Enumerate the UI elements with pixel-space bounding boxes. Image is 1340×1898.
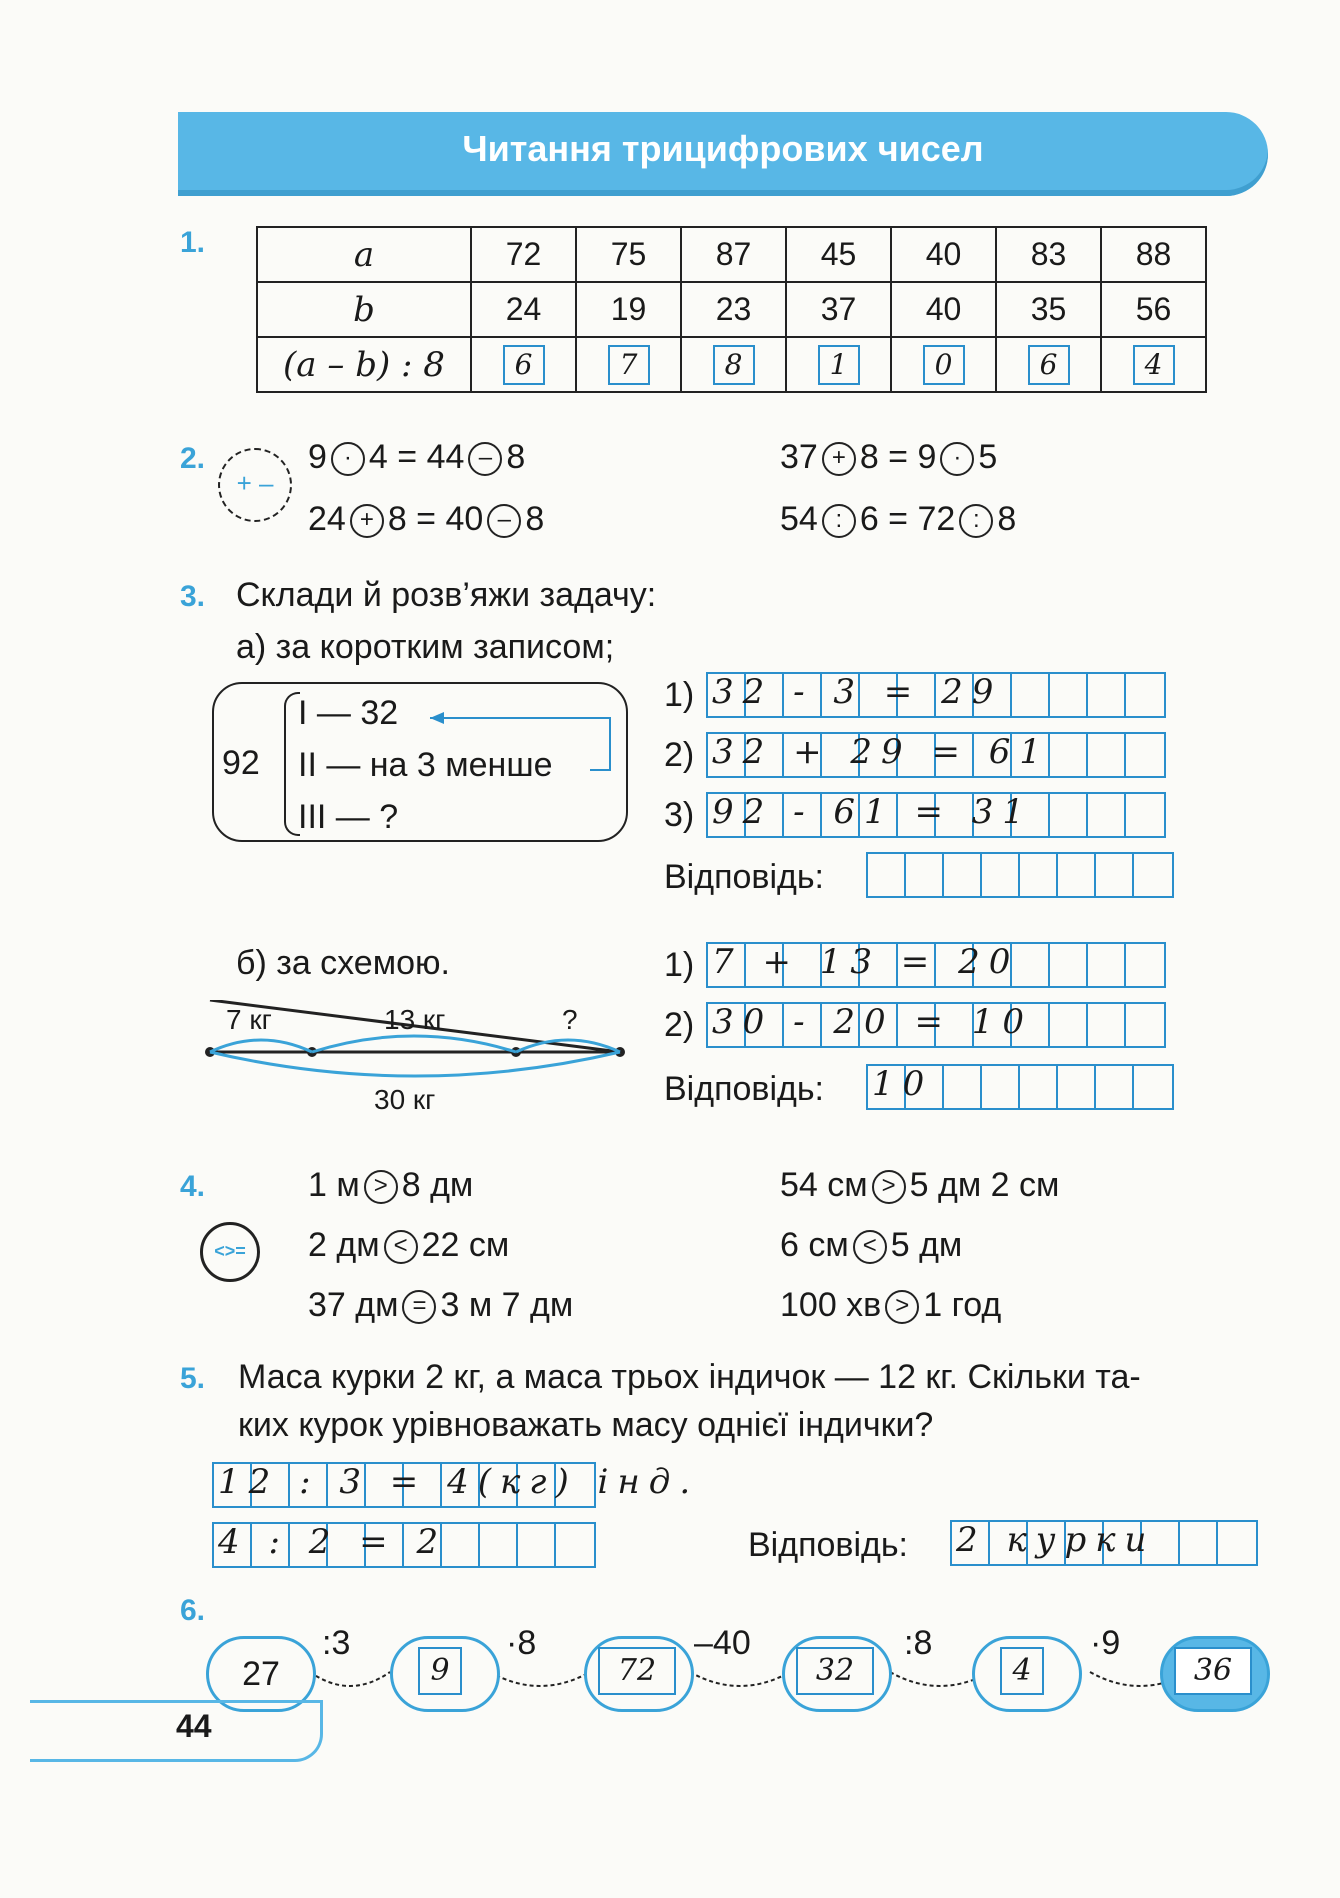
table-cell: 40	[891, 282, 996, 337]
chain-op: –40	[694, 1624, 751, 1662]
sign-circle[interactable]: +	[350, 504, 384, 538]
step-label: 1)	[664, 676, 695, 714]
equation: 54 : 6 = 72 : 8	[780, 500, 1017, 538]
task-6-number: 6.	[180, 1594, 206, 1627]
table-cell: 19	[576, 282, 681, 337]
step-label: 2)	[664, 1006, 695, 1044]
task-4-number: 4.	[180, 1170, 206, 1203]
table-cell: 87	[681, 227, 786, 282]
segment-total-label: 30 кг	[374, 1084, 436, 1115]
table-cell: 23	[681, 282, 786, 337]
task-3-title: Склади й розв’яжи задачу:	[236, 576, 657, 614]
page-number: 44	[176, 1708, 212, 1744]
relation-arrow-icon	[420, 700, 620, 780]
sign-circle[interactable]: +	[822, 442, 856, 476]
chain-answer-box[interactable]: 4	[1000, 1647, 1044, 1695]
sign-circle[interactable]: ·	[940, 442, 974, 476]
table-cell: 72	[471, 227, 576, 282]
sign-circle[interactable]: <	[384, 1230, 418, 1264]
compare-icon: <>=	[200, 1222, 260, 1282]
answer-label: Відповідь:	[664, 858, 825, 896]
comparison: 1 м > 8 дм	[308, 1166, 474, 1204]
answer-box[interactable]: 1	[818, 345, 860, 385]
step-text: 7 + 13 = 20	[712, 942, 1020, 982]
sign-circle[interactable]: :	[822, 504, 856, 538]
table-cell: 40	[891, 227, 996, 282]
answer-box[interactable]: 8	[713, 345, 755, 385]
record-line: І — 32	[298, 694, 399, 732]
equation: 37 + 8 = 9 · 5	[780, 438, 998, 476]
table-cell: 24	[471, 282, 576, 337]
chain-answer-box[interactable]: 72	[598, 1647, 676, 1695]
chain-answer-box[interactable]: 32	[796, 1647, 874, 1695]
operations-icon: + –	[218, 448, 292, 522]
comparison: 37 дм = 3 м 7 дм	[308, 1286, 574, 1324]
table-cell	[471, 337, 576, 392]
step-label: 3)	[664, 796, 695, 834]
table-cell: 56	[1101, 282, 1206, 337]
task-3a-label: а) за коротким записом;	[236, 628, 615, 666]
sign-circle[interactable]: >	[872, 1170, 906, 1204]
comparison: 100 хв > 1 год	[780, 1286, 1002, 1324]
comparison: 6 см < 5 дм	[780, 1226, 963, 1264]
table-cell: 75	[576, 227, 681, 282]
sign-circle[interactable]: :	[959, 504, 993, 538]
sign-circle[interactable]: =	[402, 1290, 436, 1324]
chain-answer-box[interactable]: 9	[418, 1647, 462, 1695]
equation: 9 · 4 = 44 – 8	[308, 438, 526, 476]
row-b-label: b	[257, 282, 471, 337]
step-label: 1)	[664, 946, 695, 984]
segment-label: 7 кг	[226, 1004, 272, 1035]
step-text: 12 : 3 = 4(кг) інд.	[218, 1462, 700, 1502]
step-label: 2)	[664, 736, 695, 774]
sign-circle[interactable]: –	[487, 504, 521, 538]
title-banner	[178, 112, 1268, 196]
sign-circle[interactable]: >	[364, 1170, 398, 1204]
answer-box[interactable]: 7	[608, 345, 650, 385]
answer-text: 2 курки	[956, 1520, 1156, 1560]
chain-answer-box[interactable]: 36	[1174, 1647, 1252, 1695]
row-a-label: a	[257, 227, 471, 282]
answer-box[interactable]: 6	[1028, 345, 1070, 385]
total-value: 92	[222, 744, 260, 782]
table-cell	[996, 337, 1101, 392]
task-3b-label: б) за схемою.	[236, 944, 450, 982]
table-cell: 83	[996, 227, 1101, 282]
answer-grid[interactable]	[866, 852, 1174, 898]
task-5-number: 5.	[180, 1362, 206, 1395]
table-row	[257, 337, 1206, 392]
step-text: 92 - 61 = 31	[712, 792, 1033, 832]
equation: 24 + 8 = 40 – 8	[308, 500, 545, 538]
row-c-label: (a – b) : 8	[257, 337, 471, 392]
sign-circle[interactable]: –	[468, 442, 502, 476]
answer-label: Відповідь:	[664, 1070, 825, 1108]
step-text: 32 - 3 = 29	[712, 672, 1003, 712]
chain-value: 27	[242, 1655, 280, 1693]
table-cell: 35	[996, 282, 1101, 337]
step-text: 4 : 2 = 2	[218, 1522, 448, 1562]
task-5-text: ких курок урівноважать масу однієї індички?	[238, 1406, 934, 1444]
answer-box[interactable]: 6	[503, 345, 545, 385]
chain-op: :3	[322, 1624, 351, 1662]
record-line: ІІ — на 3 менше	[298, 746, 553, 784]
task-2-number: 2.	[180, 442, 206, 475]
segment-label: 13 кг	[384, 1004, 446, 1035]
table-cell	[576, 337, 681, 392]
sign-circle[interactable]: <	[853, 1230, 887, 1264]
table-cell	[1101, 337, 1206, 392]
answer-label: Відповідь:	[748, 1526, 909, 1564]
sign-circle[interactable]: >	[885, 1290, 919, 1324]
table-cell: 45	[786, 227, 891, 282]
task-1-table	[256, 226, 1207, 393]
table-cell: 88	[1101, 227, 1206, 282]
step-text: 30 - 20 = 10	[712, 1002, 1033, 1042]
chain-op: :8	[904, 1624, 933, 1662]
answer-box[interactable]: 0	[923, 345, 965, 385]
task-5-text: Маса курки 2 кг, а маса трьох індичок — 12 кг. Скільки та-	[238, 1358, 1141, 1396]
chain-op: ·9	[1090, 1624, 1121, 1662]
page-title: Читання трицифрових чисел	[462, 128, 984, 169]
comparison: 54 см > 5 дм 2 см	[780, 1166, 1060, 1204]
sign-circle[interactable]: ·	[331, 442, 365, 476]
table-cell	[786, 337, 891, 392]
step-text: 32 + 29 = 61	[712, 732, 1050, 772]
record-line: ІІІ — ?	[298, 798, 399, 836]
task-3-number: 3.	[180, 580, 206, 613]
answer-box[interactable]: 4	[1133, 345, 1175, 385]
segment-label: ?	[562, 1004, 578, 1035]
table-row	[257, 282, 1206, 337]
table-row	[257, 227, 1206, 282]
task-1-number: 1.	[180, 226, 206, 259]
table-cell	[681, 337, 786, 392]
table-cell: 37	[786, 282, 891, 337]
table-cell	[891, 337, 996, 392]
answer-text: 10	[872, 1064, 934, 1104]
chain-op: ·8	[506, 1624, 537, 1662]
comparison: 2 дм < 22 см	[308, 1226, 510, 1264]
